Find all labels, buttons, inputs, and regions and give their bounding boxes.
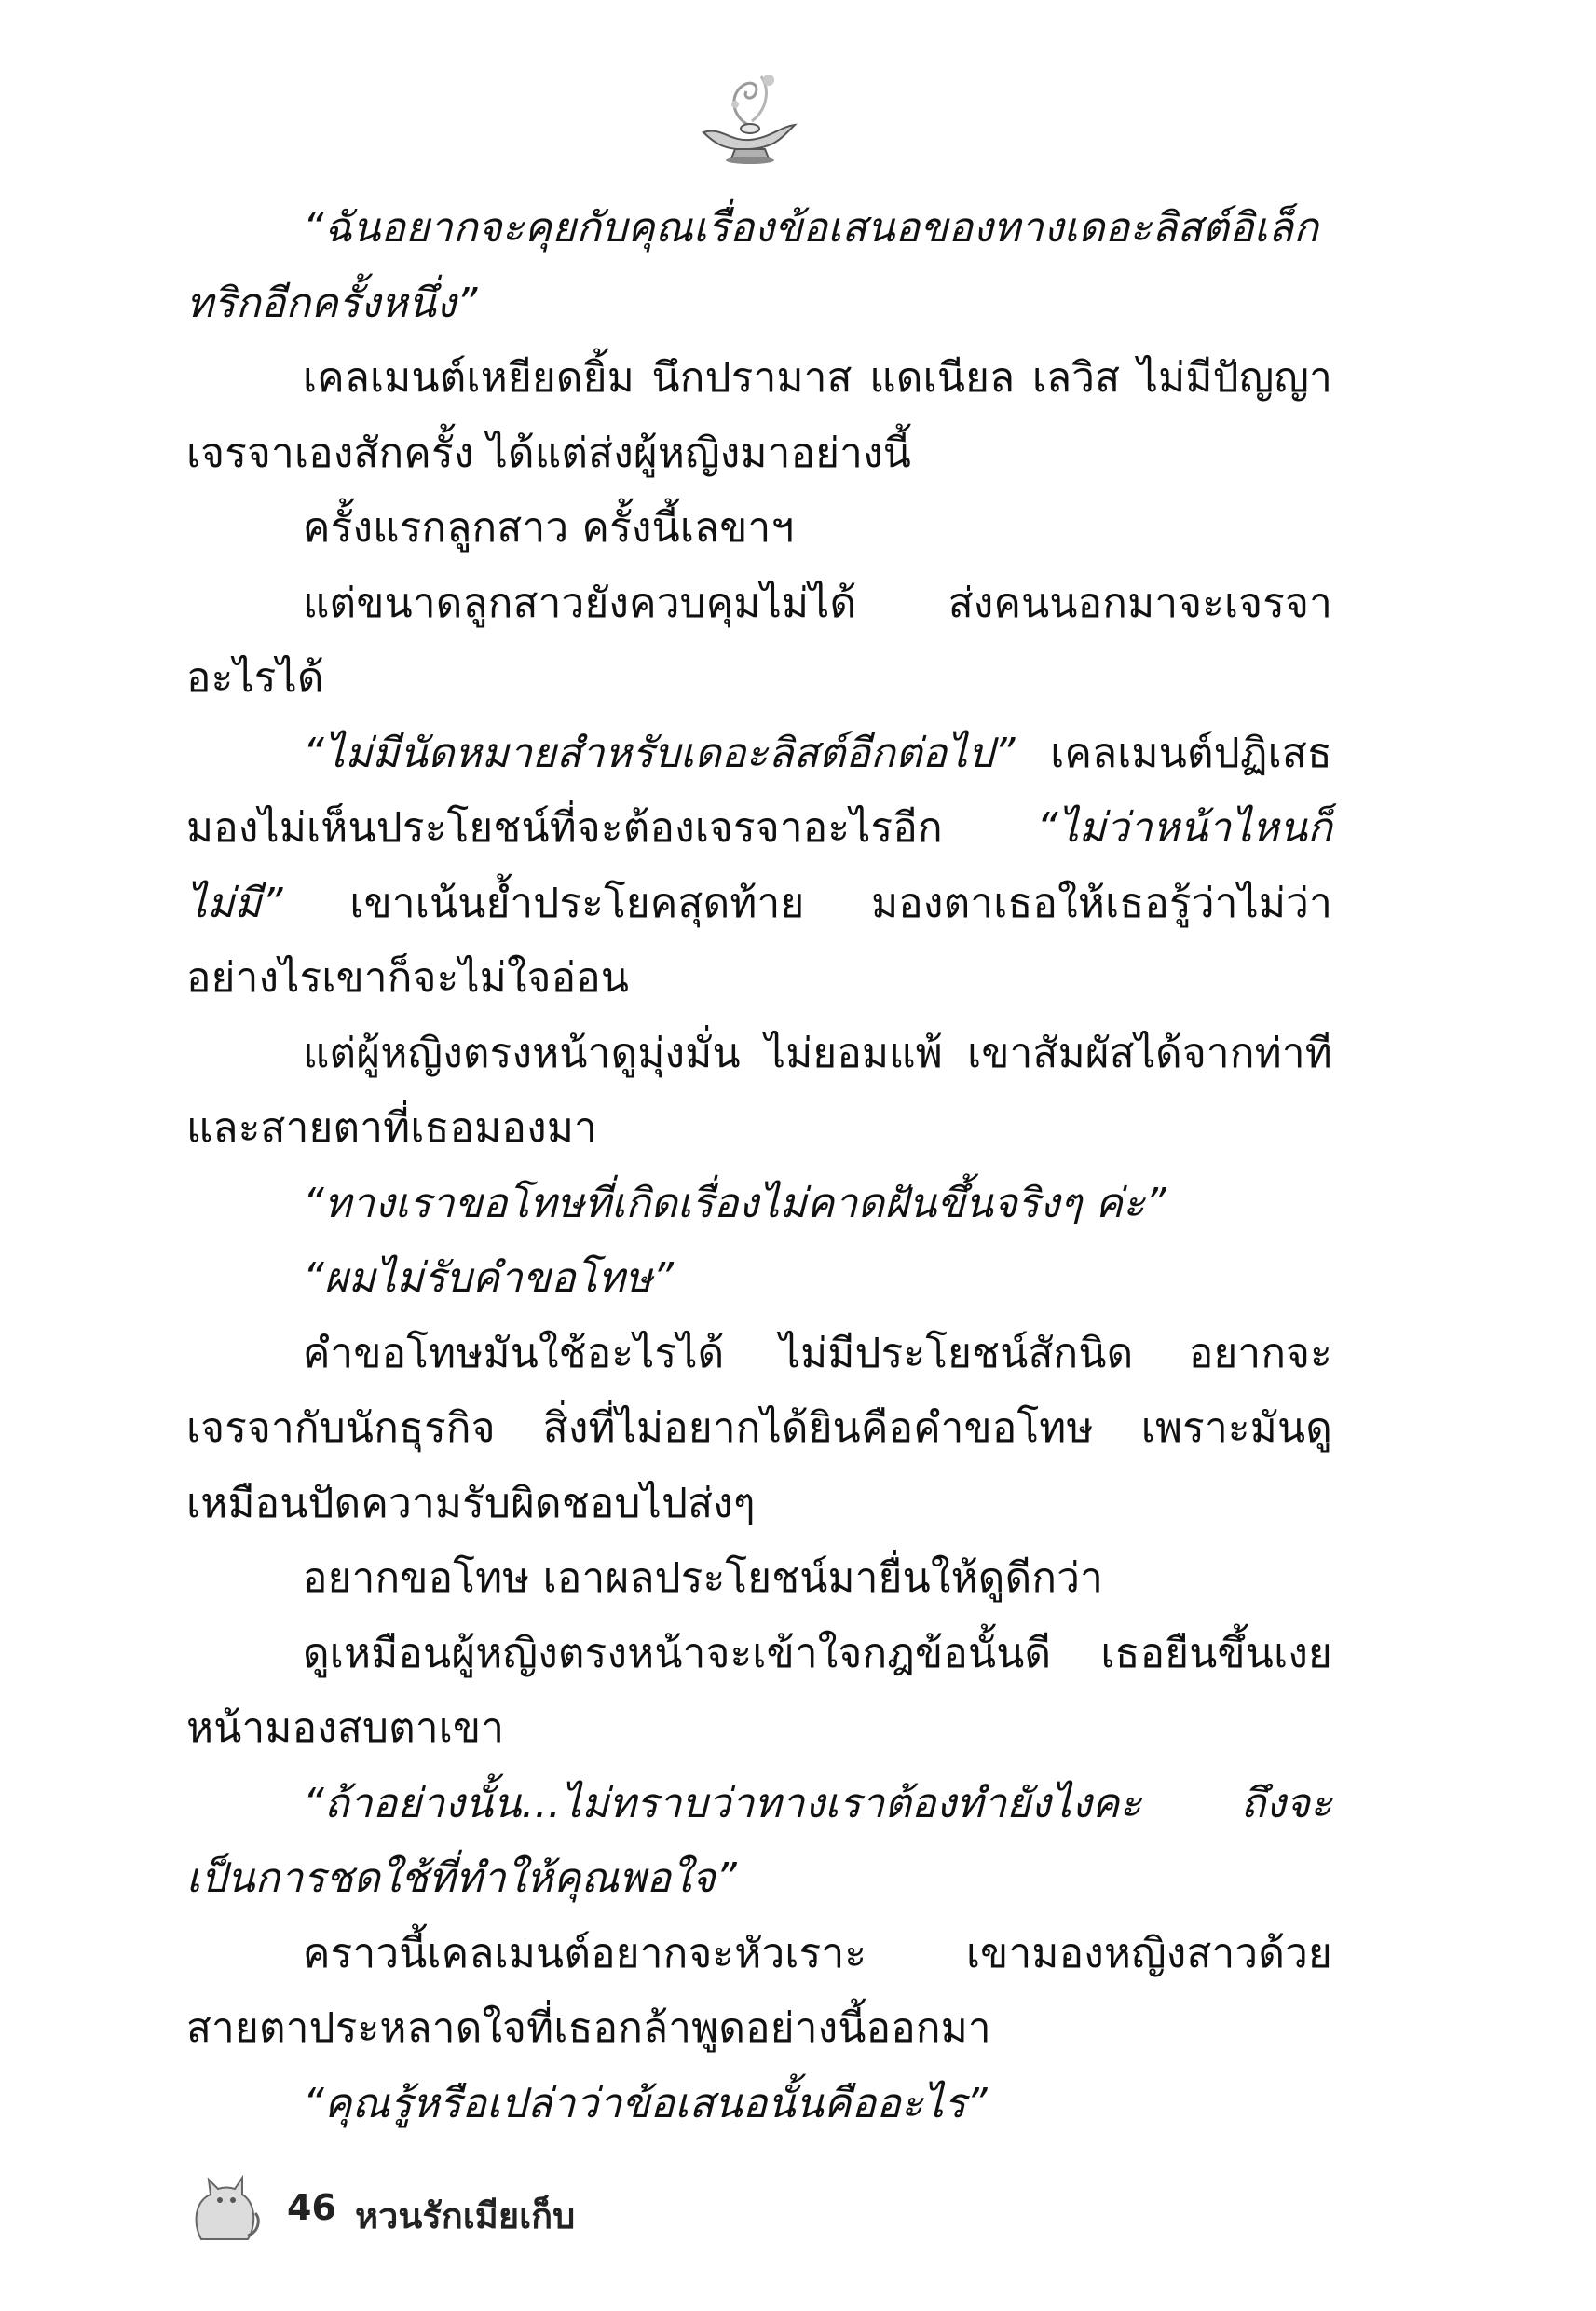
cat-icon — [183, 2167, 262, 2246]
page-number: 46 — [287, 2187, 336, 2228]
paragraph: ครั้งแรกลูกสาว ครั้งนี้เลขาฯ — [303, 504, 795, 552]
dialogue-segment: “ไม่มีนัดหมายสำหรับเดอะลิสต์อีกต่อไป” — [303, 729, 1016, 777]
dialogue-segment: “ไม่ว่าหน้าไหนก็ไม่มี” — [186, 804, 1332, 927]
paragraph: คำขอโทษมันใช้อะไรได้ ไม่มีประโยชน์สักนิด อยากจะเจรจากับนักธุรกิจ สิ่งที่ไม่อยากได้ยินคือคำขอโทษ เพราะมันดูเหมือนปัดความรับผิดชอบไปส่งๆ — [186, 1329, 1332, 1527]
paragraph: ดูเหมือนผู้หญิงตรงหน้าจะเข้าใจกฎข้อนั้นดี เธอยืนขึ้นเงยหน้ามองสบตาเขา — [186, 1629, 1332, 1752]
narration-segment: เคลเมนต์ปฏิเสธ มองไม่เห็นประโยชน์ที่จะต้องเจรจาอะไรอีก — [186, 729, 1332, 852]
book-title: หวนรักเมียเก็บ — [355, 2195, 576, 2236]
paragraph: “ถ้าอย่างนั้น...ไม่ทราบว่าทางเราต้องทำยังไงคะ ถึงจะเป็นการชดใช้ที่ทำให้คุณพอใจ” — [186, 1779, 1332, 1902]
paragraph — [186, 717, 1332, 1017]
paragraph: “ผมไม่รับคำขอโทษ” — [303, 1254, 675, 1302]
paragraph: คราวนี้เคลเมนต์อยากจะหัวเราะ เขามองหญิงสาวด้วยสายตาประหลาดใจที่เธอกล้าพูดอย่างนี้ออกมา — [186, 1929, 1332, 2052]
paragraph: อยากขอโทษ เอาผลประโยชน์มายื่นให้ดูดีกว่า — [303, 1554, 1104, 1602]
narration-segment: เขาเน้นย้ำประโยคสุดท้าย มองตาเธอให้เธอรู้ว่าไม่ว่าอย่างไรเขาก็จะไม่ใจอ่อน — [186, 879, 1332, 1002]
story-body — [186, 191, 1332, 2141]
page-footer — [183, 2167, 742, 2246]
paragraph: เคลเมนต์เหยียดยิ้ม นึกปรามาส แดเนียล เลวิส ไม่มีปัญญาเจรจาเองสักครั้ง ได้แต่ส่งผู้หญิงมาอย่างนี้ — [186, 354, 1332, 477]
paragraph: “ทางเราขอโทษที่เกิดเรื่องไม่คาดฝันขึ้นจริงๆ ค่ะ” — [303, 1179, 1166, 1227]
paragraph: “ฉันอยากจะคุยกับคุณเรื่องข้อเสนอของทางเดอะลิสต์อิเล็กทริกอีกครั้งหนึ่ง” — [186, 204, 1319, 327]
paragraph: “คุณรู้หรือเปล่าว่าข้อเสนอนั้นคืออะไร” — [303, 2079, 988, 2127]
paragraph: แต่ขนาดลูกสาวยังควบคุมไม่ได้ ส่งคนนอกมาจะเจรจาอะไรได้ — [186, 579, 1332, 702]
genie-lamp-icon — [694, 67, 806, 170]
paragraph: แต่ผู้หญิงตรงหน้าดูมุ่งมั่น ไม่ยอมแพ้ เขาสัมผัสได้จากท่าทีและสายตาที่เธอมองมา — [186, 1029, 1332, 1152]
